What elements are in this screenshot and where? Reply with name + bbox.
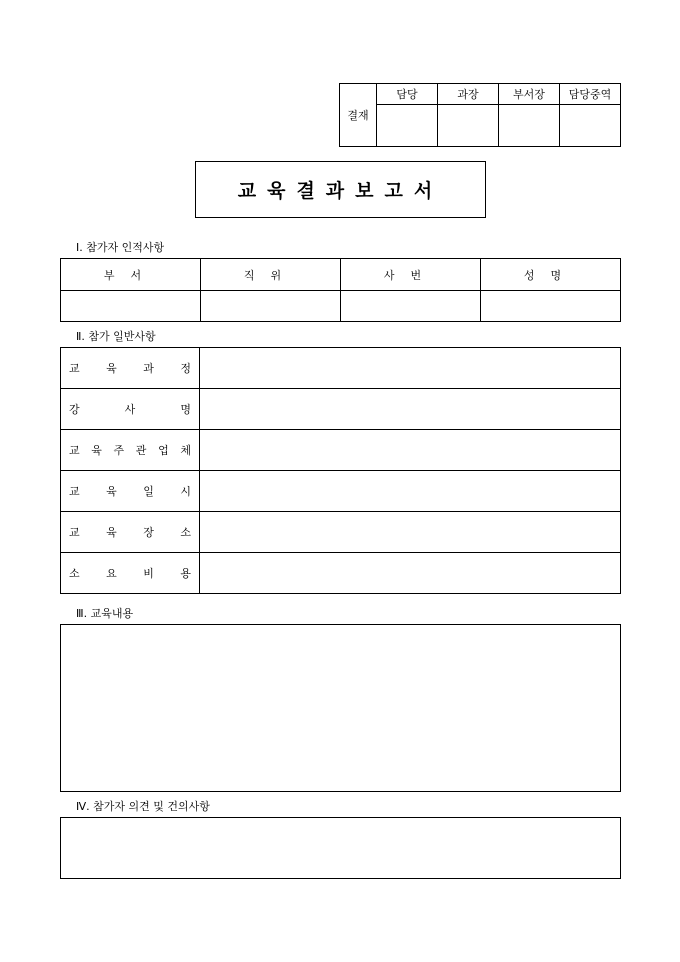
header-position: 직위: [201, 259, 341, 291]
approval-sign-staff[interactable]: [377, 105, 438, 147]
approval-header-executive: 담당중역: [560, 84, 621, 105]
label-instructor: 강 사 명: [61, 389, 200, 430]
field-name[interactable]: [481, 291, 621, 322]
approval-sign-executive[interactable]: [560, 105, 621, 147]
approval-sign-manager[interactable]: [438, 105, 499, 147]
field-department[interactable]: [61, 291, 201, 322]
approval-header-dept-head: 부서장: [499, 84, 560, 105]
approval-header-manager: 과장: [438, 84, 499, 105]
header-department: 부서: [61, 259, 201, 291]
field-date[interactable]: [200, 471, 621, 512]
label-course: 교 육 과 정: [61, 348, 200, 389]
section3-heading: Ⅲ. 교육내용: [76, 607, 134, 620]
field-organizer[interactable]: [200, 430, 621, 471]
header-name: 성명: [481, 259, 621, 291]
approval-header-staff: 담당: [377, 84, 438, 105]
section2-heading: Ⅱ. 참가 일반사항: [76, 330, 156, 343]
label-organizer: 교 육 주 관 업 체: [61, 430, 200, 471]
participant-info-table: [60, 258, 621, 322]
education-content-field[interactable]: [60, 624, 621, 792]
document-title: 교육결과보고서: [195, 161, 486, 218]
label-date: 교 육 일 시: [61, 471, 200, 512]
field-course[interactable]: [200, 348, 621, 389]
section1-heading: Ⅰ. 참가자 인적사항: [76, 241, 165, 254]
field-cost[interactable]: [200, 553, 621, 594]
field-location[interactable]: [200, 512, 621, 553]
approval-label: 결재: [340, 84, 377, 147]
opinion-suggestion-field[interactable]: [60, 817, 621, 879]
label-location: 교 육 장 소: [61, 512, 200, 553]
general-info-table: [60, 347, 621, 594]
field-instructor[interactable]: [200, 389, 621, 430]
field-employee-number[interactable]: [341, 291, 481, 322]
approval-sign-dept-head[interactable]: [499, 105, 560, 147]
label-cost: 소 요 비 용: [61, 553, 200, 594]
section4-heading: Ⅳ. 참가자 의견 및 건의사항: [76, 800, 210, 813]
approval-table: [339, 83, 621, 147]
header-employee-number: 사번: [341, 259, 481, 291]
field-position[interactable]: [201, 291, 341, 322]
